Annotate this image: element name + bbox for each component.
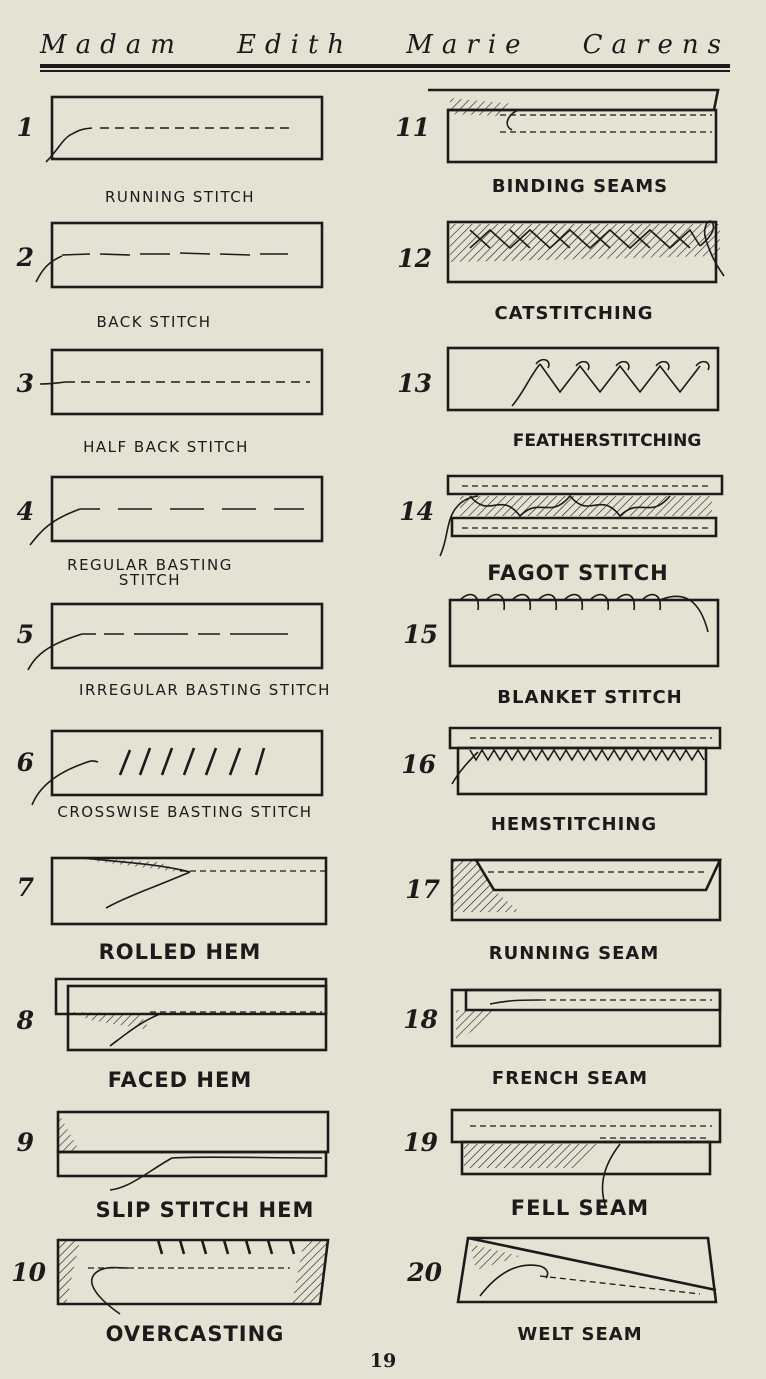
binding-seams-illustration — [428, 90, 718, 162]
stitch-number: 5 — [16, 620, 34, 649]
running-seam-illustration — [452, 860, 720, 920]
welt-seam-illustration — [458, 1238, 716, 1302]
stitch-caption: BACK STITCH — [96, 313, 212, 331]
stitch-caption: FRENCH SEAM — [491, 1068, 649, 1089]
regular-basting-illustration — [30, 477, 322, 545]
stitch-number: 7 — [16, 873, 34, 902]
half-back-stitch-illustration — [40, 350, 322, 414]
overcasting-illustration — [58, 1240, 328, 1314]
stitch-number: 3 — [16, 369, 34, 398]
stitch-number: 2 — [16, 243, 34, 272]
fell-seam-illustration — [452, 1110, 720, 1208]
stitch-caption: RUNNING SEAM — [488, 943, 660, 964]
slip-stitch-hem-illustration — [58, 1112, 328, 1190]
catstitching-illustration — [448, 221, 724, 282]
page-number: 19 — [369, 1350, 397, 1372]
stitch-caption: IRREGULAR BASTING STITCH — [79, 681, 331, 699]
stitch-caption: CATSTITCHING — [494, 303, 654, 324]
stitch-number: 10 — [11, 1258, 46, 1287]
stitch-number: 6 — [16, 748, 34, 777]
stitch-caption: FELL SEAM — [510, 1196, 650, 1220]
faced-hem-illustration — [56, 979, 326, 1050]
stitch-caption: FEATHERSTITCHING — [512, 431, 702, 451]
irregular-basting-illustration — [28, 604, 322, 670]
blanket-stitch-illustration — [450, 595, 718, 666]
stitch-number: 12 — [397, 244, 432, 273]
stitch-caption: HEMSTITCHING — [490, 814, 658, 835]
stitch-caption: BINDING SEAMS — [491, 176, 669, 197]
header-word: Carens — [582, 30, 730, 60]
stitch-number: 15 — [403, 620, 438, 649]
stitch-number: 1 — [16, 113, 34, 142]
stitch-caption: HALF BACK STITCH — [83, 438, 249, 456]
stitch-number: 19 — [403, 1128, 438, 1157]
stitch-number: 4 — [16, 497, 34, 526]
stitch-caption: REGULAR BASTING STITCH — [67, 556, 233, 589]
stitch-number: 11 — [395, 113, 430, 142]
stitch-caption: SLIP STITCH HEM — [95, 1198, 315, 1222]
stitch-caption: FACED HEM — [107, 1068, 253, 1092]
stitch-caption: WELT SEAM — [517, 1324, 643, 1345]
running-stitch-illustration — [46, 97, 322, 162]
header-word: Edith — [237, 30, 354, 60]
stitch-number: 8 — [16, 1006, 34, 1035]
header-word: Marie — [406, 30, 530, 60]
stitch-number: 18 — [403, 1005, 438, 1034]
back-stitch-illustration — [36, 223, 322, 287]
stitch-caption: FAGOT STITCH — [487, 561, 669, 585]
rolled-hem-illustration — [52, 858, 326, 924]
fagot-stitch-illustration — [440, 476, 722, 556]
stitch-caption: ROLLED HEM — [98, 940, 262, 964]
hemstitching-illustration — [450, 728, 720, 794]
stitch-caption: RUNNING STITCH — [104, 188, 256, 206]
featherstitching-illustration — [448, 348, 718, 410]
stitch-number: 13 — [397, 369, 432, 398]
header-word: Madam — [40, 30, 184, 60]
stitch-caption: BLANKET STITCH — [497, 687, 683, 708]
stitch-number: 17 — [405, 875, 440, 904]
french-seam-illustration — [452, 990, 720, 1046]
stitch-number: 16 — [401, 750, 436, 779]
crosswise-basting-illustration — [32, 731, 322, 805]
stitch-caption: OVERCASTING — [105, 1322, 285, 1346]
stitch-caption: CROSSWISE BASTING STITCH — [57, 803, 313, 821]
stitch-number: 9 — [16, 1128, 34, 1157]
stitch-number: 14 — [399, 497, 434, 526]
stitch-number: 20 — [407, 1258, 442, 1287]
